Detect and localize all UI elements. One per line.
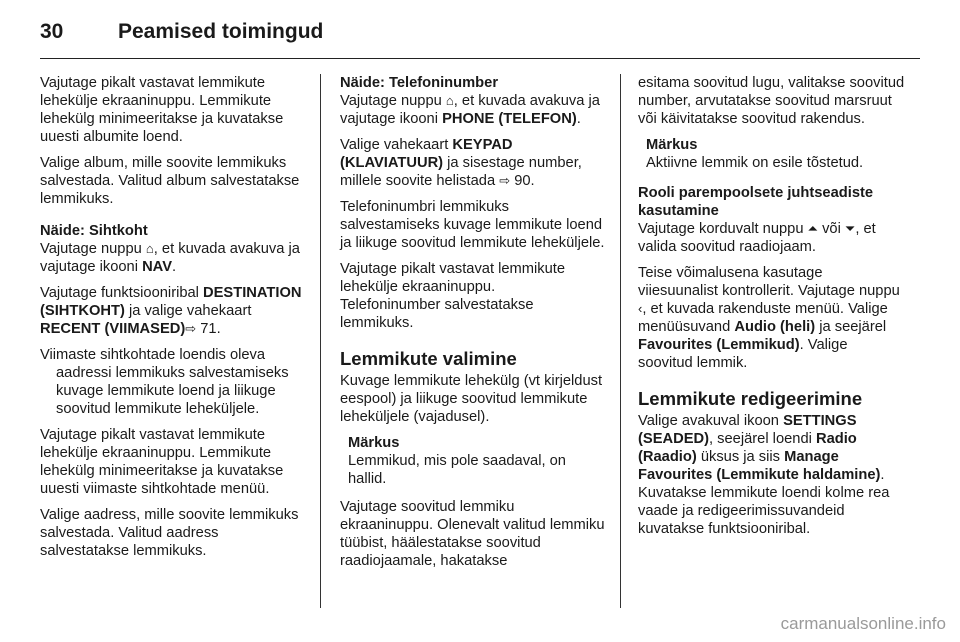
paragraph: esitama soovitud lugu, valitakse soovitud number, arvutatakse soovitud marsruut või käivitatakse soovitud rakendus. xyxy=(638,75,905,127)
paragraph: Teise võimalusena kasutage viiesuunalist kontrollerit. Vajutage nuppu ‹, et kuvada rakenduste menüü. Valige menüüsuvand Audio (heli) ja seejärel Favourites (Lemmikud). Valige soovitud lemmik. xyxy=(638,265,900,371)
page-header xyxy=(40,16,920,52)
paragraph: Vajutage soovitud lemmiku ekraaninuppu. Olenevalt valitud lemmiku tüübist, häälestatakse soovitud raadiojaamale, hakatakse xyxy=(340,499,605,569)
paragraph: Vajutage funktsiooniribal DESTINATION (SIHTKOHT) ja valige vahekaart RECENT (VIIMASED)⇨ 71. xyxy=(40,285,302,337)
section-heading: Lemmikute redigeerimine xyxy=(638,388,863,409)
paragraph: Valige aadress, mille soovite lemmikuks salvestada. Valitud aadress salvestatakse lemmikuks. xyxy=(40,507,299,559)
page-number: 30 xyxy=(40,20,64,43)
section-heading: Lemmikute valimine xyxy=(340,348,517,369)
note-label: Märkus xyxy=(348,435,400,451)
subheading: Näide: Telefoninumber xyxy=(340,75,499,91)
paragraph: Vajutage pikalt vastavat lemmikute lehekülje ekraaninuppu. xyxy=(340,261,566,295)
paragraph: Vajutage nuppu ⌂, et kuvada avakuva ja vajutage ikooni PHONE (TELEFON). xyxy=(340,93,600,127)
paragraph: Valige avakuval ikoon SETTINGS (SEADED), seejärel loendi Radio (Raadio) üksus ja siis Manage Favourites (Lemmikute haldamine). xyxy=(638,413,885,483)
paragraph: Vajutage pikalt vastavat lemmikute lehekülje ekraaninuppu. Lemmikute lehekülg minimeeritakse ja kuvatakse uuesti viimaste sihtkohtade menüü. xyxy=(40,427,284,497)
subheading: Rooli parempoolsete juhtseadiste kasutamine xyxy=(638,185,874,219)
back-chevron-icon: ‹ xyxy=(638,301,643,316)
column-divider xyxy=(320,74,321,608)
home-icon: ⌂ xyxy=(145,241,154,256)
header-rule xyxy=(40,58,920,59)
paragraph: Valige vahekaart KEYPAD (KLAVIATUUR) ja sisestage number, millele soovite helistada ⇨ 90. xyxy=(340,137,582,189)
column-1 xyxy=(40,74,308,568)
paragraph: Vajutage pikalt vastavat lemmikute lehekülje ekraaninuppu. Lemmikute lehekülg minimeeritakse ja kuvatakse uuesti albumite loend. xyxy=(40,75,284,145)
paragraph: Telefoninumbri lemmikuks salvestamiseks kuvage lemmikute loend ja liikuge soovitud lemmikute leheküljele. xyxy=(340,199,605,251)
paragraph: Kuvage lemmikute lehekülg (vt kirjeldust eespool) ja liikuge soovitud lemmikute leheküljele (vajadusel). xyxy=(340,373,603,425)
page-reference-arrow-icon: ⇨ xyxy=(499,173,511,188)
watermark: carmanualsonline.info xyxy=(780,614,946,633)
home-icon: ⌂ xyxy=(445,93,454,108)
paragraph: Vajutage nuppu ⌂, et kuvada avakuva ja vajutage ikooni NAV. xyxy=(40,241,300,275)
seek-down-icon: ⏷ xyxy=(844,221,856,236)
paragraph: Kuvatakse lemmikute loendi kolme rea vaade ja redigeerimissuvandeid kuvatakse funktsiooniribal. xyxy=(638,485,890,537)
note-box xyxy=(638,136,906,172)
page-reference-arrow-icon: ⇨ xyxy=(185,321,197,336)
note-label: Märkus xyxy=(646,137,698,153)
page-title: Peamised toimingud xyxy=(118,20,324,43)
subheading: Näide: Sihtkoht xyxy=(40,223,148,239)
column-divider xyxy=(620,74,621,608)
paragraph: Vajutage korduvalt nuppu ⏶ või ⏷, et valida soovitud raadiojaam. xyxy=(638,221,876,255)
paragraph: Valige album, mille soovite lemmikuks salvestada. Valitud album salvestatakse lemmikuks. xyxy=(40,155,300,207)
column-3 xyxy=(638,74,906,546)
note-text: Lemmikud, mis pole saadaval, on hallid. xyxy=(348,453,566,487)
paragraph: Telefoninumber salvestatakse lemmikuks. xyxy=(340,297,534,331)
seek-up-icon: ⏶ xyxy=(807,221,818,236)
paragraph: Viimaste sihtkohtade loendis oleva aadressi lemmikuks salvestamiseks kuvage lemmikute loend ja liikuge soovitud lemmikute leheküljele. xyxy=(40,347,289,417)
column-2 xyxy=(340,74,608,578)
note-text: Aktiivne lemmik on esile tõstetud. xyxy=(646,155,864,171)
note-box xyxy=(340,434,608,488)
